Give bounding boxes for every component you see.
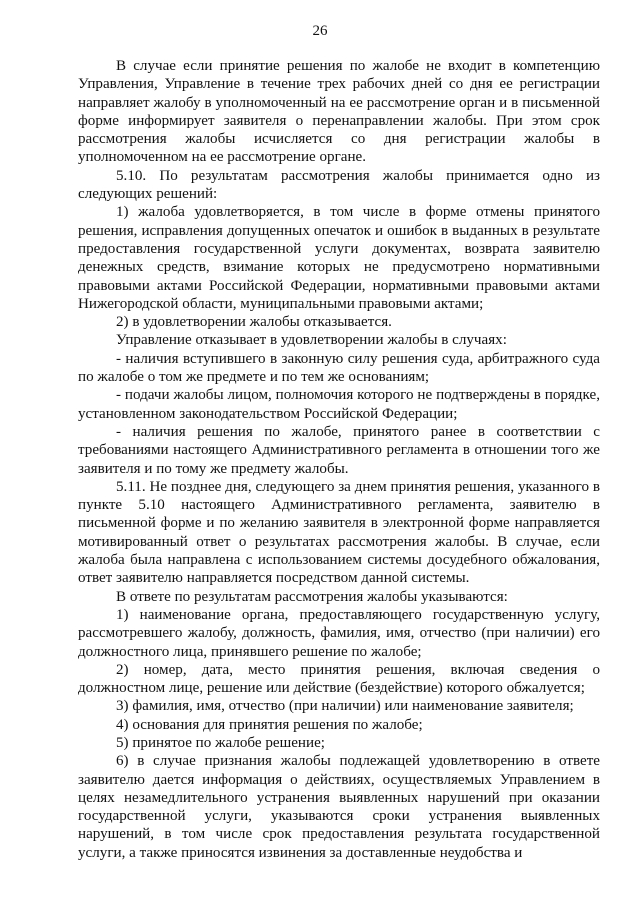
paragraph-6: - наличия вступившего в законную силу решения суда, арбитражного суда по жалобе о том же предмете и по тем же основаниям; [78, 350, 600, 386]
paragraph-12: 2) номер, дата, место принятия решения, включая сведения о должностном лице, решение или действие (бездействие) которого обжалуется; [78, 661, 600, 697]
paragraph-1: В случае если принятие решения по жалобе не входит в компетенцию Управления, Управление в течение трех рабочих дней со дня ее регистрации направляет жалобу в уполномоченный на ее рассмотрение орган и в письменной форме информирует заявителя о перенаправлении жалобы. При этом срок рассмотрения жалобы исчисляется со дня регистрации жалобы в уполномоченном на ее рассмотрение органе. [78, 58, 600, 166]
paragraph-9: 5.11. Не позднее дня, следующего за днем принятия решения, указанного в пункте 5.10 настоящего Административного регламента, заявителю в письменной форме и по желанию заявителя в электронной форме направляется мотивированный ответ о результатах рассмотрения жалобы. В случае, если жалоба была направлена с использованием системы досудебного обжалования, ответ заявителю направляется посредством данной системы. [78, 478, 600, 587]
paragraph-3: 1) жалоба удовлетворяется, в том числе в форме отмены принятого решения, исправления допущенных опечаток и ошибок в выданных в результате предоставления государственной услуги документах, возврата заявителю денежных средств, взимание которых не предусмотрено нормативными правовыми актами Российской Федерации, нормативными правовыми актами Нижегородской области, муниципальными правовыми актами; [78, 204, 600, 312]
paragraph-5: Управление отказывает в удовлетворении жалобы в случаях: [116, 332, 507, 349]
paragraph-8: - наличия решения по жалобе, принятого ранее в соответствии с требованиями настоящего Административного регламента в отношении того же заявителя и по тому же предмету жалобы. [78, 423, 600, 477]
document-body [78, 57, 600, 862]
paragraph-15: 5) принятое по жалобе решение; [116, 734, 325, 751]
paragraph-11: 1) наименование органа, предоставляющего государственную услугу, рассмотревшего жалобу, должность, фамилия, имя, отчество (при наличии) его должностного лица, принявшего решение по жалобе; [78, 606, 600, 660]
paragraph-13: 3) фамилия, имя, отчество (при наличии) или наименование заявителя; [116, 698, 574, 715]
paragraph-16: 6) в случае признания жалобы подлежащей удовлетворению в ответе заявителю дается информация о действиях, осуществляемых Управлением в целях незамедлительного устранения выявленных нарушений при оказании государственной услуги, указываются сроки устранения выявленных нарушений, в том числе срок предоставления результата государственной услуги, а также приносятся извинения за доставленные неудобства и [78, 753, 600, 861]
page-number: 26 [312, 23, 328, 39]
paragraph-10: В ответе по результатам рассмотрения жалобы указываются: [116, 588, 508, 605]
paragraph-2: 5.10. По результатам рассмотрения жалобы принимается одно из следующих решений: [78, 167, 600, 203]
paragraph-4: 2) в удовлетворении жалобы отказывается. [116, 314, 392, 331]
paragraph-7: - подачи жалобы лицом, полномочия которого не подтверждены в порядке, установленном законодательством Российской Федерации; [78, 387, 600, 422]
paragraph-14: 4) основания для принятия решения по жалобе; [116, 716, 423, 733]
